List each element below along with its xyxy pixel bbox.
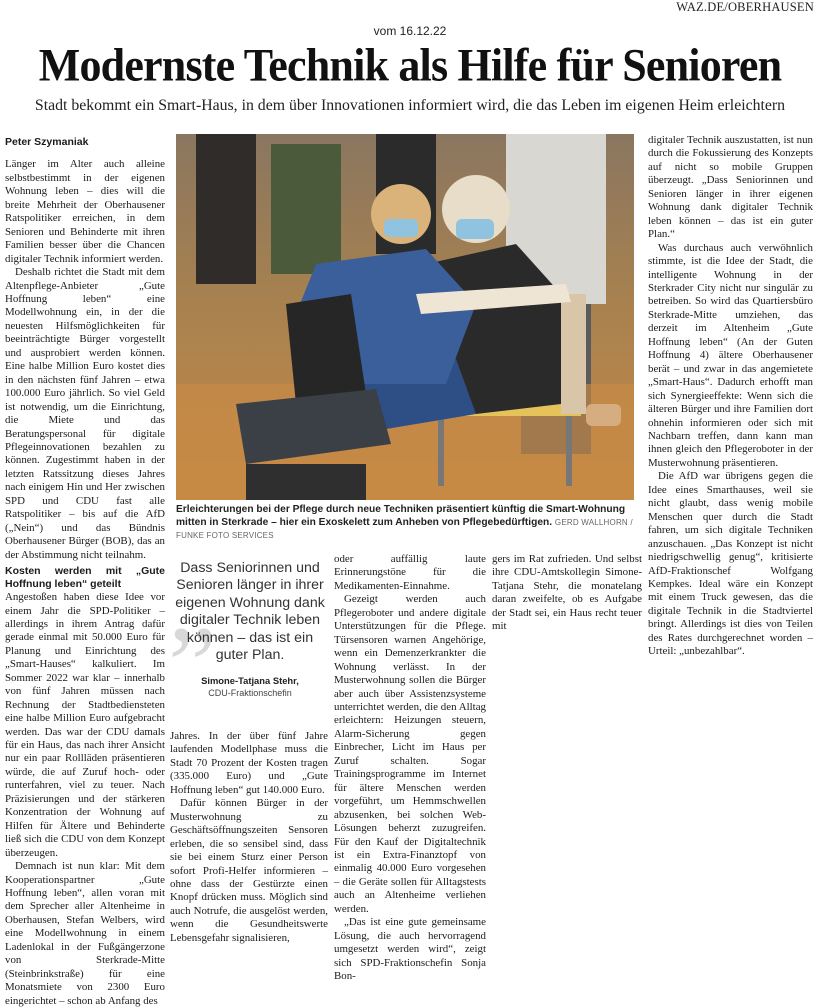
paragraph: digitaler Technik auszustatten, ist nun durch die Fokussierung des Konzepts auf nicht so mobile Gruppen überzeugt. „Dass Seniorinnen und Senioren länger in ihrer eigenen Wohnung dank digitaler Technik leben können – das ist ein guter Plan.“ (648, 134, 813, 241)
paragraph: Was durchaus auch verwöhnlich stimmte, ist die Idee der Stadt, die intelligente Wohnung in der Sterkrader City nicht nur singulär zu betreiben. So wird das Quartiersbüro Sterkrade-Mitte umziehen, das derzeit im Altenheim „Gute Hoffnung leben“ (An der Guten Hoffnung 4) ältere Oberhausener berät – und zwar in das angemietete „Smart-Haus“. Dadurch erhofft man sich Synergieeffekte: Wenn sich die älteren Bürger und ihre Familien dort ohnehin informieren oder sich mit Nachbarn treffen, dann kann man ihnen gleich den Pflegeroboter in der Musterwohnung präsentieren. (648, 241, 813, 469)
pull-quote-text: Dass Seniorinnen und Senioren länger in ihrer eigenen Wohnung dank digitaler Technik leben können – das ist ein guter Plan. (175, 560, 325, 664)
section-subtitle: Kosten werden mit „Gute Hoffnung leben“ geteilt (5, 565, 165, 591)
subhead: Stadt bekommt ein Smart-Haus, in dem über Innovationen informiert wird, die das Leben im eigenen Heim erleichtern (34, 97, 786, 114)
article-column-3 (334, 553, 486, 984)
photo-caption (176, 503, 636, 542)
paragraph: Gezeigt werden auch Pflegeroboter und andere digitale Unterstützungen für die Pflege. Türsensoren warnen Angehörige, wenn ein Demenzerkrankter die Wohnung verlässt. In der Musterwohnung sollen die Bürger aber auch über Assistenzsysteme unterrichtet werden, die den Alltag erleichtern: Heizungen steuern, Alarm-Sicherung gegen Einbrecher, Licht im Haus per Zuruf schalten. Sogar Trainingsprogramme im Internet für ältere Menschen werden vorgeführt, um Hemmschwellen abzusenken, bei solchen Web-Lösungen beherzt zuzugreifen. Für den Kauf der Digitaltechnik ist ein Extra-Finanztopf von einmalig 40.000 Euro vorgesehen – die Geräte sollen für Alltagstests auch an Altenheime verliehen werden. (334, 593, 486, 915)
paragraph: Länger im Alter auch alleine selbstbestimmt in der eigenen Wohnung leben – dies will die breite Mehrheit der Oberhausener Ratspolitiker erreichen, in dem Senioren und Behinderte mit ihren Familien besser über die Chancen digitaler Technik informiert werden. (5, 158, 165, 265)
paragraph: oder auffällig laute Erinnerungstöne für die Medikamenten-Einnahme. (334, 553, 486, 592)
paragraph: Deshalb richtet die Stadt mit dem Altenpflege-Anbieter „Gute Hoffnung leben“ eine Modellwohnung ein, in der die neuesten Hilfsmöglichkeiten für beeinträchtigte Bürger vorgestellt und ausprobiert werden können. Eine halbe Million Euro kostet dies in den nächsten fünf Jahren – etwa 100.000 Euro jährlich. So viel Geld ist notwendig, um die Einrichtung, die Miete und das Beratungspersonal für digitale Pflegeinnovationen bezahlen zu können. Zugestimmt haben in der letzten Ratssitzung dieses Jahres nach einigem Hin und Her zwischen SPD und CDU fast alle Ratspolitiker – bis auf die AfD („Nein“) und das Bündnis Oberhausener Bürger (BOB), das an der Abstimmung nicht teilnahm. (5, 266, 165, 561)
pull-quote-role: CDU-Fraktionschefin (208, 688, 292, 698)
article-column-1 (5, 136, 165, 1008)
paragraph: Jahres. In der über fünf Jahre laufenden Modellphase muss die Stadt 70 Prozent der Kosten tragen (335.000 Euro) und „Gute Hoffnung leben“ gut 140.000 Euro. (170, 730, 328, 796)
headline: Modernste Technik als Hilfe für Senioren (38, 39, 782, 92)
author-byline: Peter Szymaniak (5, 136, 89, 148)
quote-mark-icon: „ (168, 542, 217, 664)
photo-credit: GERD WALLHORN / FUNKE FOTO SERVICES (176, 518, 633, 540)
pull-quote-author: Simone-Tatjana Stehr, (201, 675, 299, 686)
article-column-4 (492, 553, 642, 634)
paragraph: gers im Rat zufrieden. Und selbst ihre CDU-Amtskollegin Simone-Tatjana Stehr, die monatelang daran zweifelte, ob es Aufgabe der Stadt sei, ein Haus recht teuer mit (492, 553, 642, 633)
masthead: WAZ.DE/OBERHAUSEN (676, 0, 814, 14)
paragraph: „Das ist eine gute gemeinsame Lösung, die auch hervorragend umgesetzt werden wird“, zeigt sich SPD-Fraktionschefin Sonja Bon- (334, 916, 486, 983)
article-column-2 (170, 730, 328, 945)
caption-text: Erleichterungen bei der Pflege durch neue Techniken präsentiert künftig die Smart-Wohnung mitten in Sterkrade – hier ein Exoskelett zum Anheben von Pflegebedürftigen. (176, 504, 626, 528)
photo-illustration (176, 134, 634, 500)
article-column-5 (648, 134, 813, 659)
paragraph: Angestoßen haben diese Idee vor einem Jahr die SPD-Politiker – allerdings in ihrem Antrag dafür gerade einmal mit 50.000 Euro für Planung und Einrichtung des „Smart-Hauses“ kalkuliert. Im Sommer 2022 war klar – innerhalb von fünf Jahren müssen nach Rechnung der Stadtbediensteten eine halbe Million Euro aufgebracht werden. Das war der CDU damals für ein Haus, das nach ihrer Ansicht nur ein paar Rollläden präsentieren würde, die auf Zuruf hoch- oder runterfahren, viel zu teuer. Nach Präzisierungen und der stärkeren Konzentration der Wohnung auf Hilfen für Ältere und Behinderte ließ sich die CDU von dem Konzept überzeugen. (5, 591, 165, 859)
dateline: vom 16.12.22 (373, 24, 447, 38)
paragraph: Demnach ist nun klar: Mit dem Kooperationspartner „Gute Hoffnung leben“, allen voran mit dem Sprecher aller Altenheime in Oberhausen, Stefan Welbers, wird eine Modellwohnung in einem Ladenlokal in der Fußgängerzone von Sterkrade-Mitte (Steinbrinkstraße) für eine Monatsmiete von 2300 Euro eingerichtet – schon ab Anfang des (5, 860, 165, 1007)
article-photo (176, 134, 634, 500)
paragraph: Die AfD war übrigens gegen die Idee eines Smarthauses, weil sie nicht glaubt, dass wenig mobile Menschen quer durch die Stadt fahren, um sich digitale Techniken anzuschauen. „Das Konzept ist nicht niedrigschwellig genug“, kritisierte AfD-Fraktionschef Wolfgang Kempkes. Ideal wäre ein Konzept mit einem Truck gewesen, das die digitale Technik in die Stadtviertel bringt. Allerdings ist dies von Teilen des Rates durchgerechnet worden – Urteil: „unbezahlbar“. (648, 470, 813, 658)
paragraph: Dafür können Bürger in der Musterwohnung zu Geschäftsöffnungszeiten Sensoren erleben, die so sensibel sind, dass sie bei einem Sturz einer Person sofort Profi-Helfer informieren – ohne dass der Gestürzte einen Knopf drücken muss. Möglich sind auch Notrufe, die ausgelöst werden, wenn die Gesundheitswerte Lebensgefahr signalisieren, (170, 797, 328, 944)
